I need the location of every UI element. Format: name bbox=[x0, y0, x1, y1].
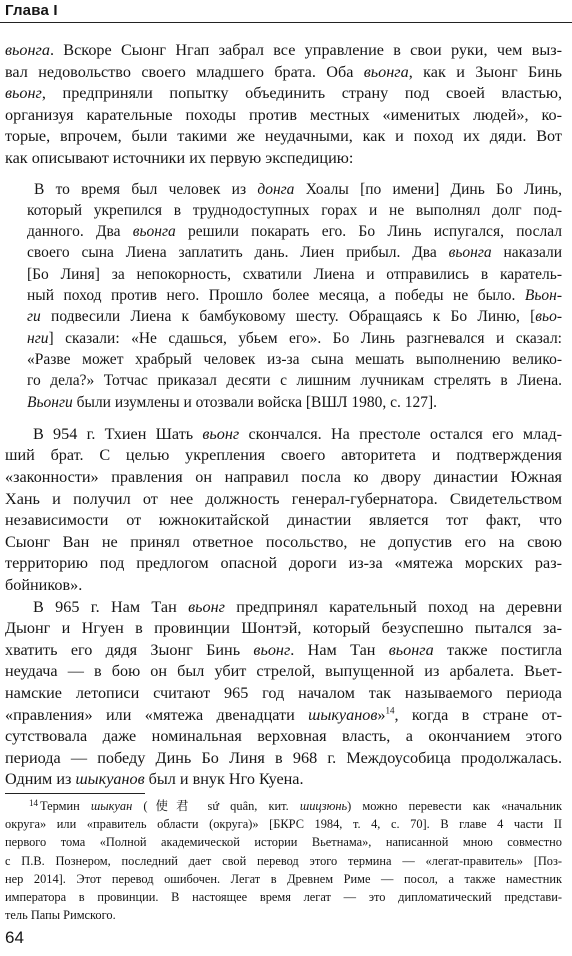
quote-line: который укрепился в труднодоступных горах и не выполнял долг под- bbox=[27, 201, 562, 219]
text-line: «правления» или «мятежа двенадцати шыкуанов»$^{14}$, когда в стране от- bbox=[5, 705, 562, 724]
footnote-line: $^{14}$ Термин шыкуан (使君 sứ quân, кит. шицзюнь) можно перевести как «начальник bbox=[29, 798, 562, 813]
quote-line: [Бо Линя] за непокорность, схватили Лиена и отправились в каратель- bbox=[27, 265, 562, 283]
paragraph-4 bbox=[5, 597, 562, 791]
text-line: неудача — в бою он был убит стрелой, выпущенной из арбалета. Вьет- bbox=[5, 662, 562, 681]
text-line: Дыонг и Нгуен в провинции Шонтэй, который безуспешно пытался за- bbox=[5, 619, 562, 638]
text-line: организуя карательные походы против местных «именитых людей», ко- bbox=[5, 105, 562, 124]
footnote-line: тель Папы Римского. bbox=[5, 908, 116, 923]
paragraph-3 bbox=[5, 424, 562, 597]
chapter-header: Глава I bbox=[5, 2, 58, 19]
footnote-ref[interactable]: 14 bbox=[385, 705, 395, 716]
text-line: Хань и получил от нее должность генерал-губернатора. Свидетельством bbox=[5, 489, 562, 508]
footnote-rule bbox=[5, 793, 145, 794]
footnote-line: округа» или «правитель области (округа)» [БКРС 1984, т. 4, с. 70]. В главе 4 части II bbox=[5, 817, 562, 832]
text-line: намские летописи считают 965 год началом так называемого периода bbox=[5, 683, 562, 702]
footnote bbox=[5, 797, 562, 924]
quote-line: ги подвесили Лиена к бамбуковому шесту. Обращаясь к Бо Линю, [вьо- bbox=[27, 308, 562, 326]
text-line: вал недовольство своего младшего брата. Оба вьонга, как и Зыонг Бинь bbox=[5, 62, 562, 81]
text-line: торые, впрочем, были такими же неудачными, как и поход их дяди. Вот bbox=[5, 127, 562, 146]
text-line: территорию под предлогом опасной дороги из-за «мятежа морских раз- bbox=[5, 554, 562, 573]
text-line: Одним из шыкуанов был и внук Нго Куена. bbox=[5, 770, 304, 789]
footnote-line: нер 2014]. Этот перевод ошибочен. Легат в Древнем Риме — посол, а также наместник bbox=[5, 871, 562, 886]
footnote-line: императора в провинции. В настоящее время легат — это дипломатический представи- bbox=[5, 889, 562, 904]
footnote-mark: 14 bbox=[29, 798, 38, 808]
quote-line: данного. Два вьонга решили покарать его. Бо Линь испугался, послал bbox=[27, 223, 562, 241]
text-line: как описывают источники их первую экспедицию: bbox=[5, 148, 354, 167]
text-line: вьонга. Вскоре Сыонг Нгап забрал все управление в свои руки, чем выз- bbox=[5, 41, 562, 59]
text-line: ший брат. С целью укрепления своего авторитета и подтверждения bbox=[5, 446, 562, 465]
footnote-line: с П.В. Познером, последний дает свой перевод этого термина — «легат-правитель» [Поз- bbox=[5, 853, 562, 868]
text-line: «законности» правления он направил посла ко двору династии Южная bbox=[5, 468, 562, 487]
text-line: вьонг, предприняли попытку объединить страну под своей властью, bbox=[5, 84, 562, 103]
text-line: периода — победу Динь Бо Линя в 968 г. Междоусобица продолжалась. bbox=[5, 748, 562, 767]
text-line: хватить его дядя Зыонг Бинь вьонг. Нам Тан вьонга также постигла bbox=[5, 640, 562, 659]
page-body bbox=[5, 40, 562, 791]
block-quote bbox=[27, 179, 562, 413]
quote-line: ный поход против него. Прошло более месяца, а победы не было. Вьон- bbox=[27, 287, 562, 305]
text-line: В 965 г. Нам Тан вьонг предпринял карательный поход на деревни bbox=[33, 597, 562, 616]
text-line: бойников». bbox=[5, 575, 83, 594]
quote-line: нги] сказали: «Не сдашься, убьем его». Бо Линь разгневался и сказал: bbox=[27, 329, 562, 347]
quote-line: го дела?» Тотчас приказал десяти с лишним лучникам стрелять в Лиена. bbox=[27, 372, 562, 390]
text-line: сутствовала даже номинальная верховная власть, а окончанием этого bbox=[5, 727, 562, 746]
quote-line: В то время был человек из донга Хоалы [по имени] Динь Бо Линь, bbox=[34, 180, 562, 198]
page-number: 64 bbox=[5, 928, 24, 947]
text-line: Сыонг Ван не принял ответное посольство, не допустив его на свою bbox=[5, 532, 562, 551]
footnote-line: первого тома «Полной академической истории Вьетнама», написанной мною совместно bbox=[5, 835, 562, 850]
quote-line: Вьонги были изумлены и отозвали войска [ВШЛ 1980, с. 127]. bbox=[27, 393, 438, 411]
quote-line: своего сына Лиена заплатить дань. Лиен прибыл. Два вьонга наказали bbox=[27, 244, 562, 262]
quote-line: «Разве может храбрый человек из-за сына мешать выполнению велико- bbox=[27, 350, 562, 368]
header-rule bbox=[0, 22, 572, 23]
text-line: В 954 г. Тхиен Шать вьонг скончался. На престоле остался его млад- bbox=[33, 424, 562, 443]
paragraph-1 bbox=[5, 40, 562, 170]
text-line: независимости от южнокитайской династии является тот факт, что bbox=[5, 511, 562, 530]
